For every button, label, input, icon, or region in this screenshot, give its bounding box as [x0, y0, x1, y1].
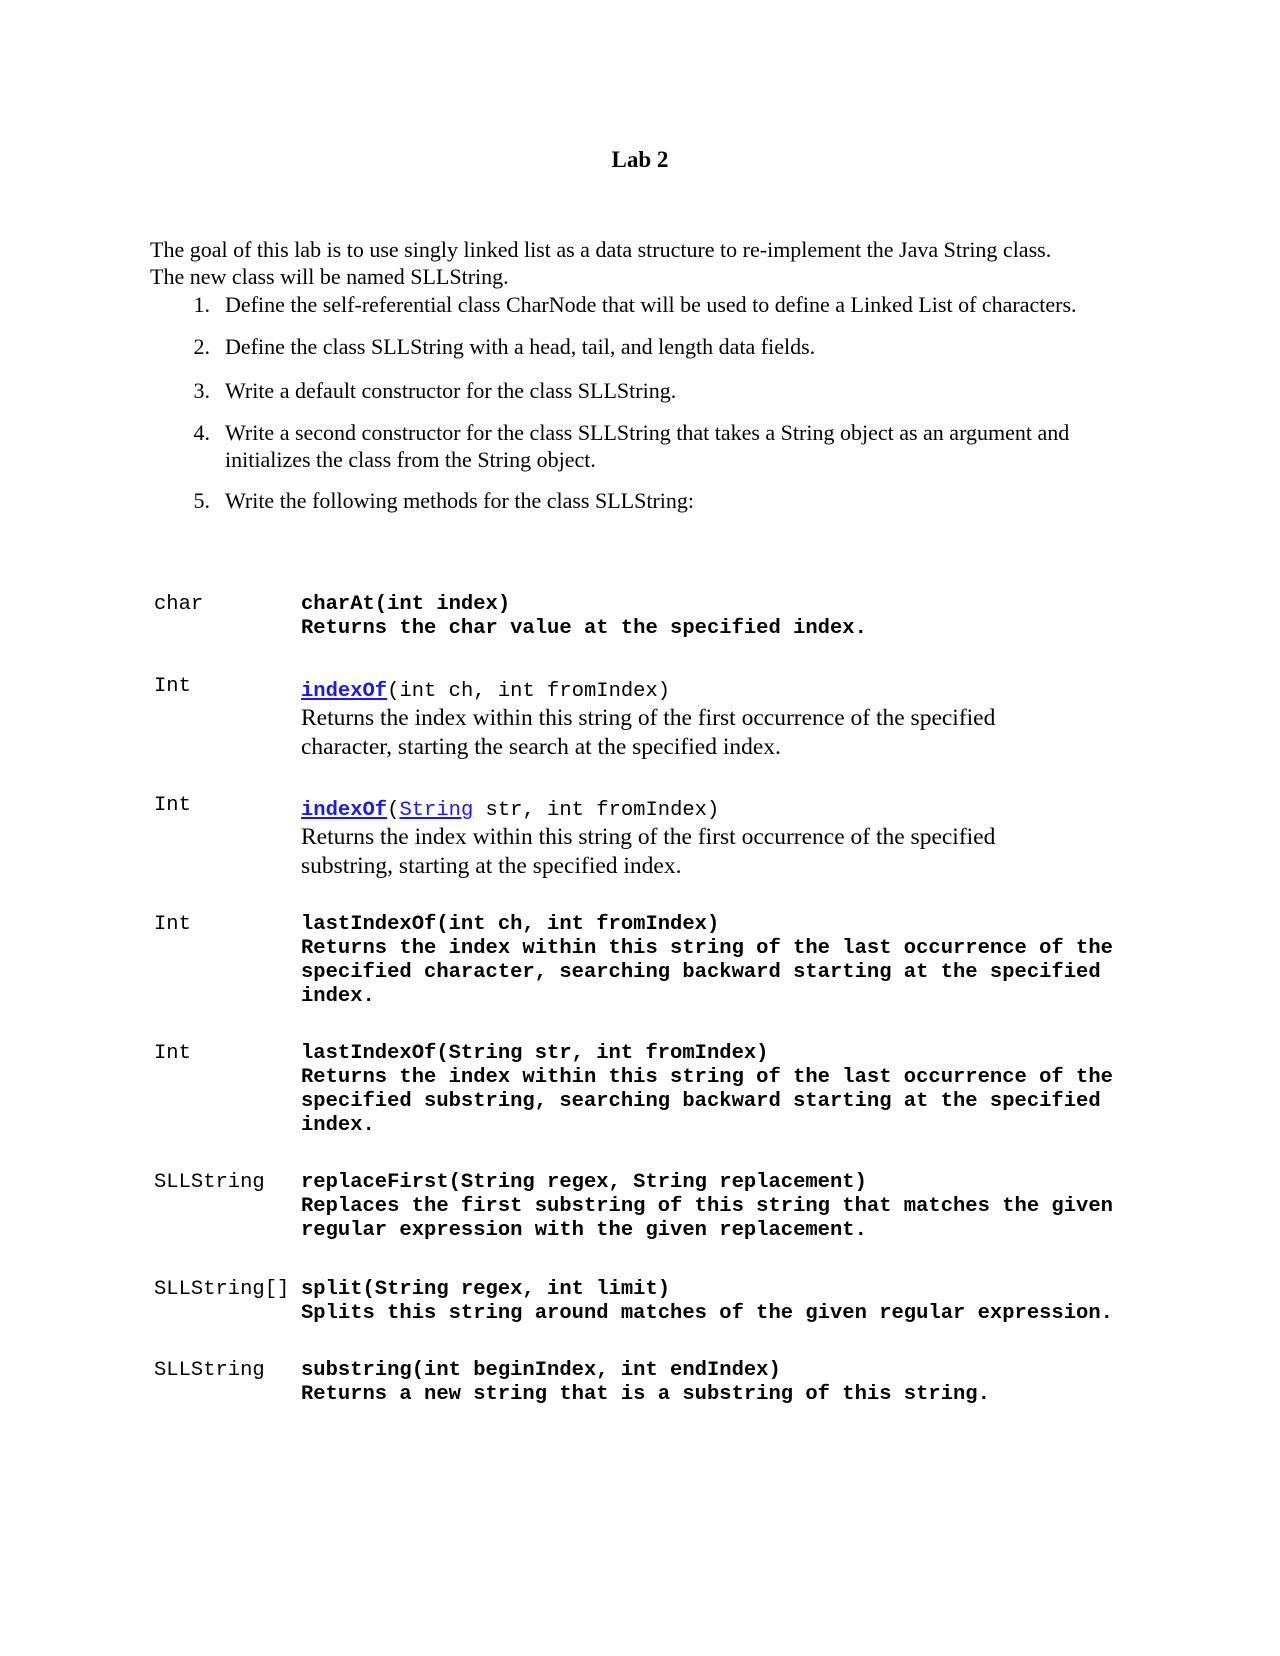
method-signature: lastIndexOf(String str, int fromIndex) — [301, 1042, 769, 1065]
signature-params: int ch, int fromIndex) — [399, 680, 671, 703]
method-return-type: Int — [154, 794, 191, 817]
list-item-text: Write a default constructor for the class SLLString. — [225, 378, 677, 403]
method-return-type: SLLString — [154, 1359, 265, 1382]
method-return-type: Int — [154, 675, 191, 698]
method-return-type: Int — [154, 1042, 191, 1065]
description-line: Returns the char value at the specified index. — [301, 617, 867, 640]
signature-params: str, int fromIndex) — [473, 799, 720, 822]
method-description — [301, 823, 1151, 881]
indexof-link[interactable]: indexOf — [301, 799, 388, 822]
method-signature: substring(int beginIndex, int endIndex) — [301, 1359, 781, 1382]
intro-paragraph — [150, 236, 1150, 290]
method-signature — [301, 680, 1151, 704]
method-description — [301, 704, 1151, 762]
description-line: index. — [301, 1114, 375, 1137]
method-description — [301, 1302, 1151, 1326]
method-return-type: Int — [154, 913, 191, 936]
method-description — [301, 937, 1151, 1009]
signature-paren: ( — [387, 680, 400, 703]
list-item-number: 5. — [193, 488, 210, 513]
method-signature: charAt(int index) — [301, 593, 511, 616]
description-line: Returns the index within this string of the first occurrence of the specified — [301, 824, 996, 850]
description-line: Returns a new string that is a substring of this string. — [301, 1383, 990, 1406]
description-line: specified substring, searching backward starting at the specified — [301, 1090, 1101, 1113]
list-item-number: 3. — [193, 378, 210, 403]
description-line: substring, starting at the specified index. — [301, 853, 682, 879]
description-line: Returns the index within this string of the first occurrence of the specified — [301, 705, 996, 731]
intro-line: The goal of this lab is to use singly linked list as a data structure to re-implement the Java String class. — [150, 237, 1052, 262]
description-line: character, starting the search at the specified index. — [301, 734, 781, 760]
method-signature — [301, 799, 1151, 823]
indexof-link[interactable]: indexOf — [301, 680, 388, 703]
method-return-type: char — [154, 593, 204, 616]
method-return-type: SLLString[] — [154, 1278, 290, 1301]
method-signature: replaceFirst(String regex, String replacement) — [301, 1171, 867, 1194]
method-description — [301, 1066, 1151, 1138]
description-line: regular expression with the given replacement. — [301, 1219, 867, 1242]
list-item-text: initializes the class from the String object. — [225, 447, 596, 472]
list-item-number: 4. — [193, 420, 210, 445]
description-line: Returns the index within this string of the last occurrence of the — [301, 1066, 1113, 1089]
signature-paren: ( — [387, 799, 400, 822]
method-description — [301, 617, 1151, 641]
description-line: Splits this string around matches of the given regular expression. — [301, 1302, 1113, 1325]
string-type-link[interactable]: String — [399, 799, 474, 822]
method-signature: split(String regex, int limit) — [301, 1278, 671, 1301]
method-description — [301, 1383, 1151, 1407]
list-item-text: Define the self-referential class CharNode that will be used to define a Linked List of characters. — [225, 292, 1077, 317]
method-return-type: SLLString — [154, 1171, 265, 1194]
description-line: index. — [301, 985, 375, 1008]
list-item-number: 1. — [193, 292, 210, 317]
list-item-text: Write the following methods for the class SLLString: — [225, 488, 694, 513]
method-signature: lastIndexOf(int ch, int fromIndex) — [301, 913, 720, 936]
intro-line: The new class will be named SLLString. — [150, 264, 509, 289]
method-description — [301, 1195, 1151, 1243]
list-item-number: 2. — [193, 334, 210, 359]
description-line: Returns the index within this string of the last occurrence of the — [301, 937, 1113, 960]
description-line: Replaces the first substring of this string that matches the given — [301, 1195, 1113, 1218]
page-title: Lab 2 — [611, 147, 669, 172]
description-line: specified character, searching backward starting at the specified — [301, 961, 1101, 984]
list-item-text: Define the class SLLString with a head, tail, and length data fields. — [225, 334, 816, 359]
list-item-text: Write a second constructor for the class SLLString that takes a String object as an argument and — [225, 420, 1070, 445]
